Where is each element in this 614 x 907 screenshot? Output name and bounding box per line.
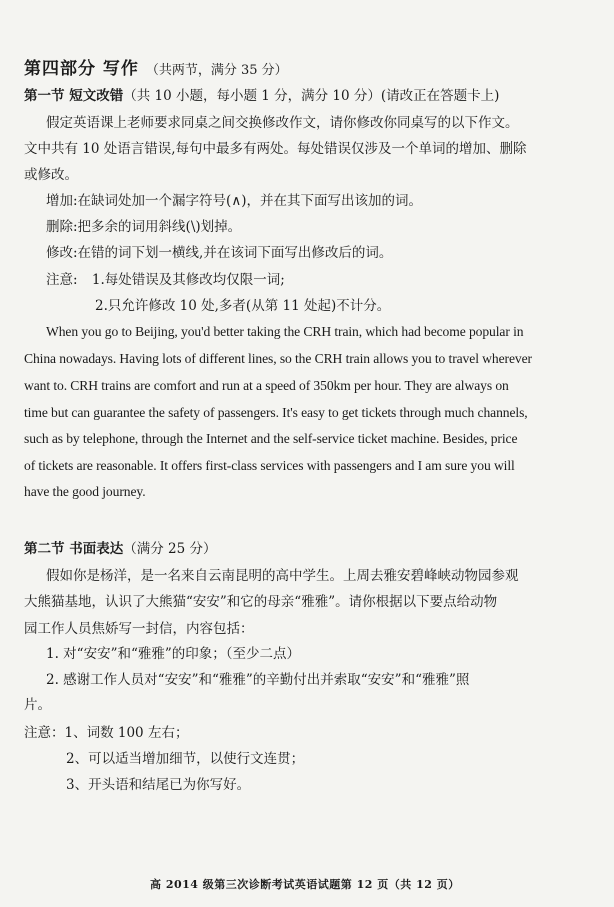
passage-line: such as by telephone, through the Internet and the self-service ticket machine. Besides, price [24, 431, 518, 446]
section-two-intro-line: 园工作人员焦娇写一封信，内容包括： [24, 621, 254, 637]
rule-note-label: 注意: [46, 272, 78, 288]
page-footer: 高 2014 级第三次诊断考试英语试题第 12 页（共 12 页） [150, 878, 460, 891]
section-one-intro-line: 假定英语课上老师要求同桌之间交换修改作文，请你修改你同桌写的以下作文。 [46, 115, 519, 131]
section-two-intro-line: 假如你是杨洋，是一名来自云南昆明的高中学生。上周去雅安碧峰峡动物园参观 [46, 568, 519, 584]
writing-note: 3、开头语和结尾已为你写好。 [66, 777, 251, 793]
writing-point: 片。 [24, 697, 51, 713]
rule-modify: 修改:在错的词下划一横线,并在该词下面写出修改后的词。 [46, 245, 393, 261]
section-one-intro-line: 或修改。 [24, 167, 78, 183]
passage-line: want to. CRH trains are comfort and run at a speed of 350km per hour. They are always on [24, 378, 509, 393]
part-title [24, 54, 288, 79]
passage-line: time but can guarantee the safety of passengers. It's easy to get tickets through much channels, [24, 405, 528, 420]
section-two-heading-note: （满分 25 分） [123, 541, 217, 557]
writing-note: 注意：1、词数 100 左右； [24, 725, 189, 741]
passage-line: China nowadays. Having lots of different lines, so the CRH train allows you to travel wherever [24, 351, 532, 366]
passage-line: have the good journey. [24, 484, 146, 499]
rule-delete: 删除:把多余的词用斜线(\)划掉。 [46, 219, 242, 235]
writing-point: 1. 对“安安”和“雅雅”的印象；（至少二点） [46, 646, 301, 662]
writing-note: 2、可以适当增加细节，以使行文连贯； [66, 751, 305, 767]
section-one-heading-text: 第一节 短文改错 [24, 88, 124, 104]
rule-note-2: 2.只允许修改 10 处,多者(从第 11 处起)不计分。 [95, 298, 391, 314]
section-two-intro-line: 大熊猫基地，认识了大熊猫“安安”和它的母亲“雅雅”。请你根据以下要点给动物 [24, 594, 498, 610]
rule-add: 增加:在缺词处加一个漏字符号(∧)，并在其下面写出该加的词。 [46, 193, 422, 209]
passage-line: When you go to Beijing, you'd better taking the CRH train, which had become popular in [46, 324, 524, 339]
rule-note-1: 1.每处错误及其修改均仅限一词; [91, 272, 285, 288]
passage-line: of tickets are reasonable. It offers first-class services with passengers and I am sure you will [24, 458, 515, 473]
writing-point: 2. 感谢工作人员对“安安”和“雅雅”的辛勤付出并索取“安安”和“雅雅”照 [46, 672, 470, 688]
section-one-intro-line: 文中共有 10 处语言错误,每句中最多有两处。每处错误仅涉及一个单词的增加、删除 [24, 141, 527, 157]
part-title-note: （共两节，满分 35 分） [145, 63, 288, 78]
section-one-heading-note: （共 10 小题，每小题 1 分，满分 10 分）(请改正在答题卡上) [123, 88, 500, 104]
section-two-heading-text: 第二节 书面表达 [24, 541, 124, 557]
rule-note [46, 268, 285, 288]
part-title-text: 第四部分 写作 [24, 59, 139, 79]
section-one-heading [24, 84, 499, 104]
section-two-heading [24, 537, 216, 557]
